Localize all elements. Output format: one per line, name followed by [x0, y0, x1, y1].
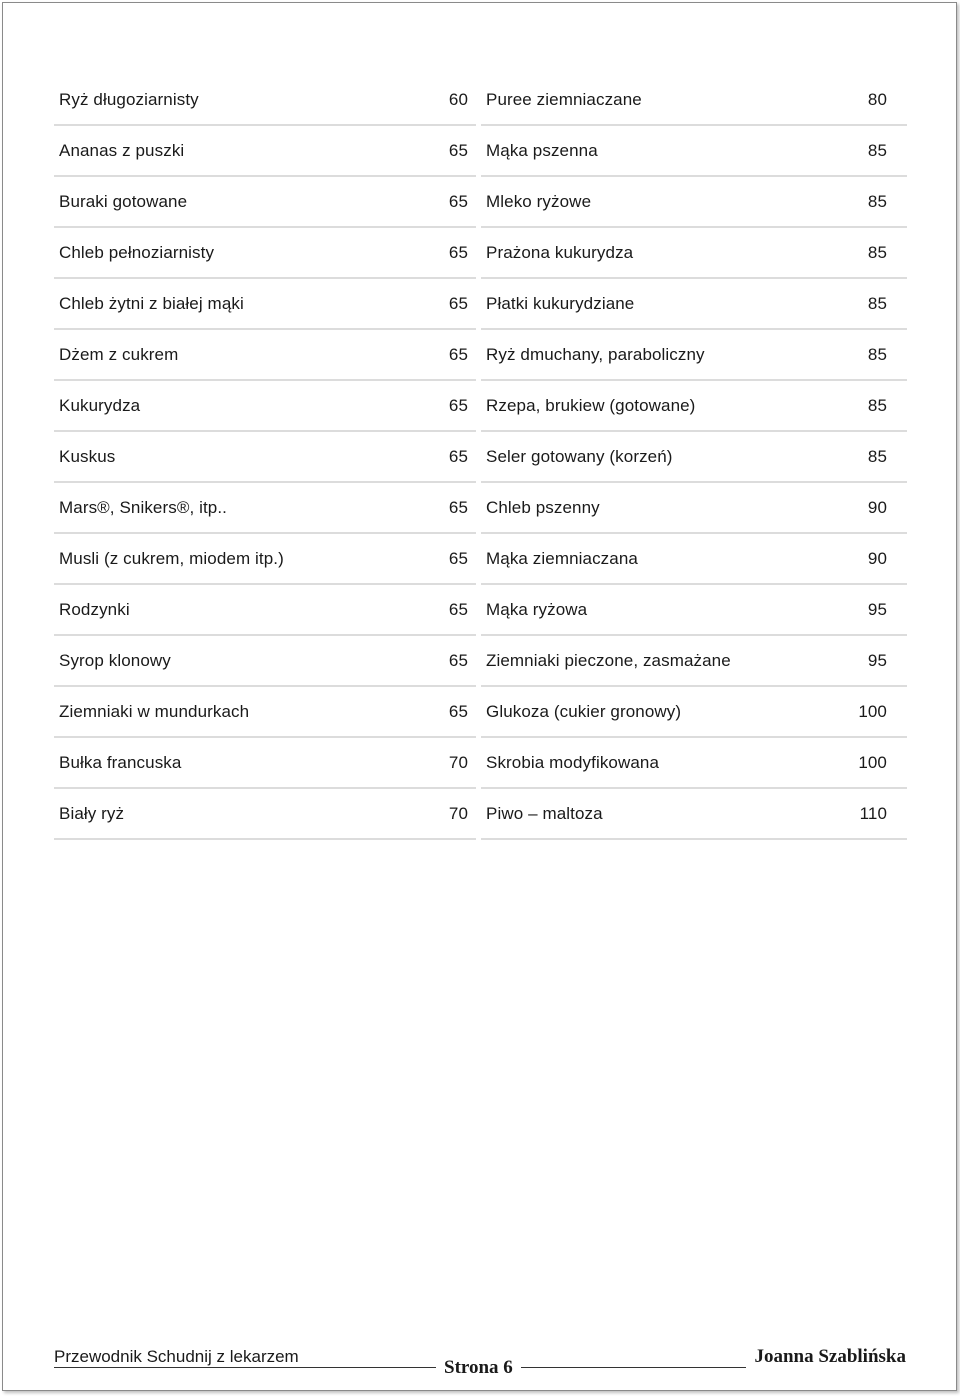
food-name: Chleb pełnoziarnisty: [59, 243, 215, 262]
food-name: Mąka ryżowa: [486, 600, 588, 619]
glycemic-index-value: 85: [867, 242, 887, 262]
glycemic-index-value: 95: [867, 650, 887, 670]
food-name: Syrop klonowy: [59, 651, 171, 670]
food-name: Kuskus: [59, 447, 116, 466]
table-row: [54, 228, 476, 279]
glycemic-index-value: 65: [448, 650, 468, 670]
food-name: Płatki kukurydziane: [486, 294, 635, 313]
glycemic-index-value: 65: [448, 344, 468, 364]
glycemic-index-value: 85: [867, 344, 887, 364]
glycemic-index-value: 65: [448, 395, 468, 415]
table-row: [481, 585, 907, 636]
glycemic-index-value: 85: [867, 293, 887, 313]
table-row: [54, 585, 476, 636]
glycemic-index-value: 65: [448, 599, 468, 619]
footer-author: Joanna Szablińska: [746, 1346, 906, 1368]
table-row: [54, 279, 476, 330]
glycemic-index-value: 100: [858, 701, 887, 721]
table-row: [54, 687, 476, 738]
glycemic-index-value: 65: [448, 548, 468, 568]
food-name: Ziemniaki w mundurkach: [59, 702, 250, 721]
food-name: Glukoza (cukier gronowy): [486, 702, 682, 721]
food-name: Mars®, Snikers®, itp..: [59, 498, 228, 517]
table-left-column: [54, 75, 476, 840]
food-name: Puree ziemniaczane: [486, 90, 642, 109]
table-row: [481, 330, 907, 381]
food-name: Prażona kukurydza: [486, 243, 634, 262]
glycemic-index-value: 80: [867, 89, 887, 109]
table-row: [481, 483, 907, 534]
food-name: Dżem z cukrem: [59, 345, 179, 364]
food-name: Chleb żytni z białej mąki: [59, 294, 244, 313]
food-name: Mąka pszenna: [486, 141, 598, 160]
food-name: Mąka ziemniaczana: [486, 549, 638, 568]
glycemic-index-value: 65: [448, 191, 468, 211]
glycemic-index-value: 60: [448, 89, 468, 109]
glycemic-index-value: 95: [867, 599, 887, 619]
table-row: [54, 177, 476, 228]
food-name: Bułka francuska: [59, 753, 182, 772]
table-row: [54, 534, 476, 585]
table-row: [481, 381, 907, 432]
food-name: Chleb pszenny: [486, 498, 600, 517]
glycemic-index-value: 85: [867, 395, 887, 415]
glycemic-index-value: 65: [448, 446, 468, 466]
glycemic-index-value: 65: [448, 140, 468, 160]
table-row: [481, 432, 907, 483]
table-row: [481, 534, 907, 585]
table-row: [481, 75, 907, 126]
glycemic-index-value: 65: [448, 497, 468, 517]
food-name: Piwo – maltoza: [486, 804, 603, 823]
food-name: Ryż długoziarnisty: [59, 90, 199, 109]
table-row: [481, 636, 907, 687]
glycemic-index-value: 70: [448, 803, 468, 823]
food-name: Ryż dmuchany, paraboliczny: [486, 345, 705, 364]
table-row: [54, 381, 476, 432]
glycemic-index-value: 110: [859, 803, 887, 823]
table-row: [54, 636, 476, 687]
table-row: [481, 687, 907, 738]
food-name: Biały ryż: [59, 804, 125, 823]
food-name: Ananas z puszki: [59, 141, 185, 160]
table-row: [481, 279, 907, 330]
food-name: Musli (z cukrem, miodem itp.): [59, 549, 284, 568]
table-row: [54, 738, 476, 789]
glycemic-index-value: 90: [867, 497, 887, 517]
table-row: [481, 789, 907, 840]
table-row: [481, 177, 907, 228]
glycemic-index-value: 65: [448, 701, 468, 721]
glycemic-index-value: 70: [448, 752, 468, 772]
table-row: [481, 738, 907, 789]
table-row: [54, 126, 476, 177]
footer-book-title: Przewodnik Schudnij z lekarzem: [54, 1347, 305, 1367]
glycemic-index-value: 65: [448, 293, 468, 313]
page-footer: [54, 1340, 906, 1380]
footer-page-number: Strona 6: [436, 1357, 521, 1379]
table-right-column: [481, 75, 907, 840]
glycemic-index-value: 100: [858, 752, 887, 772]
food-name: Ziemniaki pieczone, zasmażane: [486, 651, 731, 670]
table-row: [54, 330, 476, 381]
glycemic-index-value: 90: [867, 548, 887, 568]
table-row: [54, 75, 476, 126]
table-row: [481, 228, 907, 279]
food-name: Skrobia modyfikowana: [486, 753, 660, 772]
food-name: Kukurydza: [59, 396, 141, 415]
table-row: [54, 483, 476, 534]
table-row: [54, 789, 476, 840]
food-name: Rodzynki: [59, 600, 130, 619]
table-row: [54, 432, 476, 483]
glycemic-index-value: 85: [867, 191, 887, 211]
glycemic-index-value: 85: [867, 446, 887, 466]
glycemic-index-value: 65: [448, 242, 468, 262]
food-name: Rzepa, brukiew (gotowane): [486, 396, 696, 415]
table-row: [481, 126, 907, 177]
food-name: Buraki gotowane: [59, 192, 188, 211]
food-name: Seler gotowany (korzeń): [486, 447, 673, 466]
food-name: Mleko ryżowe: [486, 192, 592, 211]
glycemic-index-value: 85: [867, 140, 887, 160]
